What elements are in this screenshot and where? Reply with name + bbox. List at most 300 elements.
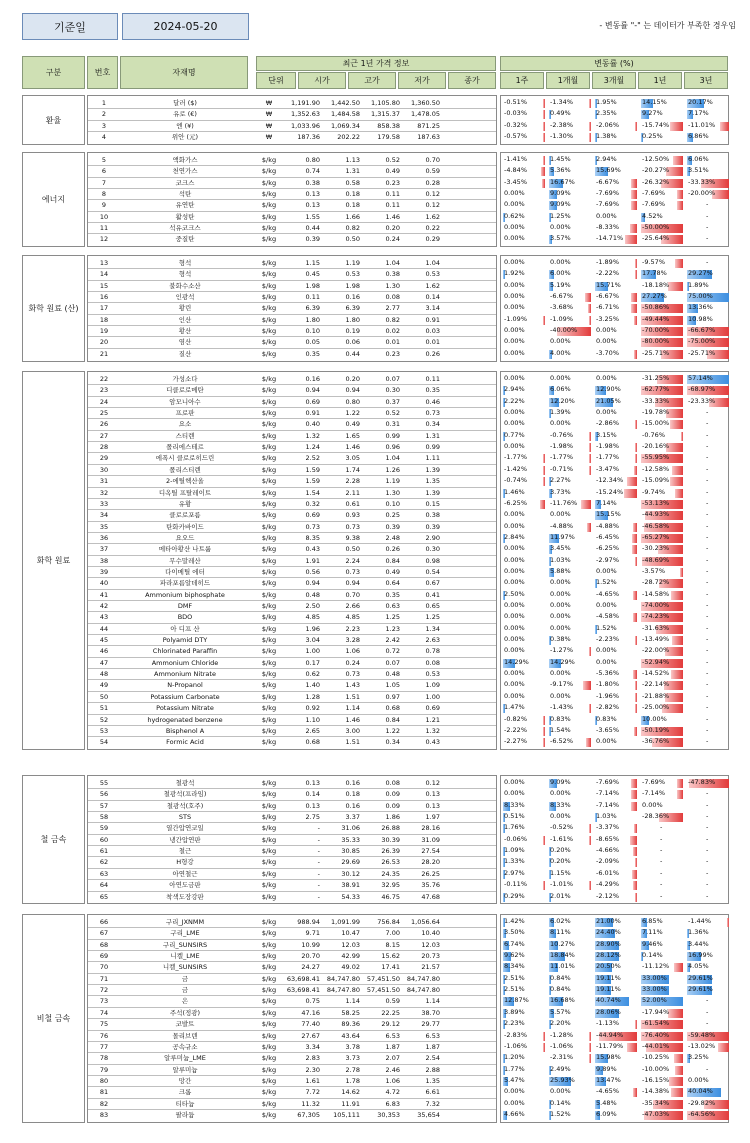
- item-number: 60: [99, 836, 109, 844]
- price-low: 26.88: [381, 824, 400, 832]
- change-1m-value: 3.73%: [550, 488, 571, 496]
- change-1y-cell: [640, 996, 684, 1007]
- change-3m-bar: [634, 466, 637, 475]
- change-1y-bar: [673, 156, 684, 165]
- change-1m-value: 0.00%: [550, 601, 571, 609]
- item-number: 64: [99, 881, 109, 889]
- item-name: Bisphenol A: [165, 727, 205, 735]
- change-3m-cell: [594, 533, 638, 544]
- change-1m-cell: [548, 337, 592, 348]
- change-1y-cell: [640, 442, 684, 453]
- change-3y-value: -: [706, 646, 709, 654]
- item-number: 72: [99, 986, 109, 994]
- price-high: 1,442.50: [331, 99, 360, 107]
- change-1y-bar: [681, 432, 683, 441]
- change-1m-cell: [548, 778, 592, 789]
- change-1y-cell: [640, 646, 684, 657]
- price-close: 0.29: [425, 235, 440, 243]
- item-number: 20: [99, 338, 109, 346]
- change-1y-value: -3.57%: [642, 567, 665, 575]
- item-name: 알루미늄_LME: [164, 1054, 206, 1062]
- item-name: 폴리스티렌: [169, 466, 201, 474]
- change-1m-value: -0.71%: [550, 465, 573, 473]
- group-price-block: [87, 775, 497, 904]
- price-high: 30.85: [341, 847, 360, 855]
- change-1y-value: -70.00%: [642, 326, 670, 334]
- price-low: 2.46: [385, 1066, 400, 1074]
- price-close: 1.39: [425, 466, 440, 474]
- table-row: [88, 703, 498, 714]
- change-3y-cell: [686, 880, 730, 891]
- price-open: 187.36: [297, 133, 320, 141]
- row-divider: [88, 222, 496, 223]
- change-3m-cell: [594, 1076, 638, 1087]
- change-3y-value: -: [706, 510, 709, 518]
- change-1m-bar: [588, 304, 591, 313]
- price-close: 0.53: [425, 670, 440, 678]
- change-3y-value: -: [706, 476, 709, 484]
- table-row: [88, 880, 498, 891]
- change-1w-value: 0.00%: [504, 612, 525, 620]
- price-high: 2.66: [345, 602, 360, 610]
- price-low: 30,353: [377, 1111, 400, 1119]
- price-high: 1.74: [345, 466, 360, 474]
- price-close: 0.43: [425, 738, 440, 746]
- change-3m-cell: [594, 951, 638, 962]
- table-row: [88, 646, 498, 657]
- change-1y-bar: [675, 489, 683, 498]
- change-1w-cell: [502, 590, 546, 601]
- change-1y-value: -12.50%: [642, 155, 670, 163]
- price-open: 2.52: [305, 454, 320, 462]
- change-1m-bar: [589, 824, 591, 833]
- change-1w-value: 0.62%: [504, 212, 525, 220]
- change-1w-value: 12.87%: [504, 996, 529, 1004]
- change-1w-value: 2.84%: [504, 533, 525, 541]
- change-1w-cell: [502, 635, 546, 646]
- change-1w-value: 3.50%: [504, 928, 525, 936]
- change-1y-bar: [668, 1009, 683, 1018]
- price-open: 0.11: [305, 293, 320, 301]
- price-low: 756.84: [377, 918, 400, 926]
- change-3m-value: -2.09%: [596, 857, 619, 865]
- change-3y-value: -: [706, 703, 709, 711]
- price-low: 15.62: [381, 952, 400, 960]
- change-1y-cell: [640, 567, 684, 578]
- change-3m-bar: [635, 443, 637, 452]
- price-high: 1.43: [345, 681, 360, 689]
- price-low: 1,315.37: [371, 110, 400, 118]
- change-3m-value: -2.97%: [596, 556, 619, 564]
- change-1w-bar: [543, 466, 545, 475]
- change-1w-cell: [502, 544, 546, 555]
- change-1m-value: -1.43%: [550, 703, 573, 711]
- change-1m-bar: [581, 500, 591, 509]
- change-3y-cell: [686, 556, 730, 567]
- change-3m-bar: [635, 858, 637, 867]
- change-1y-value: -46.58%: [642, 522, 670, 530]
- change-3y-cell: [686, 234, 730, 245]
- price-open: 3.04: [305, 636, 320, 644]
- change-1w-value: 8.34%: [504, 962, 525, 970]
- row-divider: [88, 800, 496, 801]
- change-3m-value: -6.71%: [596, 303, 619, 311]
- change-3m-value: -7.69%: [596, 200, 619, 208]
- change-1w-cell: [502, 658, 546, 669]
- price-low: 0.35: [385, 591, 400, 599]
- change-1y-cell: [640, 109, 684, 120]
- change-3m-value: -2.82%: [596, 703, 619, 711]
- price-high: 0.73: [345, 670, 360, 678]
- change-3m-value: -2.23%: [596, 635, 619, 643]
- item-name: Ammonium Chloride: [151, 659, 219, 667]
- price-close: 1.32: [425, 727, 440, 735]
- change-1y-value: -35.34%: [642, 1099, 670, 1107]
- item-number: 23: [99, 386, 109, 394]
- change-1w-cell: [502, 121, 546, 132]
- item-unit: $/kg: [261, 802, 277, 810]
- item-unit: $/kg: [261, 1111, 277, 1119]
- price-open: -: [317, 870, 320, 878]
- change-3m-cell: [594, 880, 638, 891]
- row-divider: [88, 268, 496, 269]
- price-low: 17.41: [381, 963, 400, 971]
- price-low: 26.53: [381, 858, 400, 866]
- item-unit: $/kg: [261, 500, 277, 508]
- price-low: 0.68: [385, 704, 400, 712]
- change-3m-cell: [594, 556, 638, 567]
- price-low: 0.31: [385, 420, 400, 428]
- item-unit: $/kg: [261, 636, 277, 644]
- item-unit: $/kg: [261, 557, 277, 565]
- item-number: 54: [99, 738, 109, 746]
- item-name: 질산: [178, 350, 192, 358]
- change-1y-bar: [670, 420, 683, 429]
- price-low: 0.07: [385, 659, 400, 667]
- change-3y-value: -: [706, 789, 709, 797]
- change-1w-cell: [502, 556, 546, 567]
- item-unit: $/kg: [261, 975, 277, 983]
- item-unit: $/kg: [261, 858, 277, 866]
- change-1y-cell: [640, 522, 684, 533]
- change-1w-value: -4.84%: [504, 166, 527, 174]
- change-3m-bar: [635, 270, 637, 279]
- price-high: 9.38: [345, 534, 360, 542]
- change-1m-cell: [548, 488, 592, 499]
- change-1w-cell: [502, 499, 546, 510]
- change-1m-value: 3.57%: [550, 234, 571, 242]
- price-close: 21.57: [421, 963, 440, 971]
- item-name: 아 디프 산: [170, 625, 200, 633]
- change-1y-cell: [640, 281, 684, 292]
- price-close: 1.31: [425, 432, 440, 440]
- change-3y-value: -: [706, 567, 709, 575]
- change-3y-value: -: [706, 533, 709, 541]
- price-close: 0.39: [425, 523, 440, 531]
- change-1y-value: -10.25%: [642, 1053, 670, 1061]
- item-name: 구리_JXNMM: [165, 918, 205, 926]
- change-3m-value: 3.15%: [596, 431, 617, 439]
- change-3m-bar: [633, 591, 637, 600]
- change-1y-bar: [675, 259, 683, 268]
- change-3m-bar: [632, 545, 637, 554]
- change-3m-bar: [635, 693, 637, 702]
- change-3y-cell: [686, 121, 730, 132]
- change-1m-bar: [589, 704, 591, 713]
- item-name: STS: [178, 813, 192, 821]
- change-3y-cell: [686, 823, 730, 834]
- price-low: 1,105.80: [371, 99, 400, 107]
- change-1w-cell: [502, 476, 546, 487]
- change-3m-value: 2.94%: [596, 155, 617, 163]
- change-1w-value: 1.42%: [504, 917, 525, 925]
- change-1m-cell: [548, 892, 592, 903]
- change-3y-value: -: [706, 544, 709, 552]
- change-1y-cell: [640, 385, 684, 396]
- change-1w-cell: [502, 98, 546, 109]
- change-1w-value: 0.00%: [504, 669, 525, 677]
- change-1y-value: 4.52%: [642, 212, 663, 220]
- change-3m-value: 28.06%: [596, 1008, 621, 1016]
- row-divider: [88, 811, 496, 812]
- price-open: 0.13: [305, 802, 320, 810]
- price-close: 0.26: [425, 350, 440, 358]
- change-1y-bar: [671, 1088, 683, 1097]
- change-1y-value: -20.27%: [642, 166, 670, 174]
- change-3m-cell: [594, 1110, 638, 1121]
- item-name: Polyamid DTY: [162, 636, 208, 644]
- change-1m-cell: [548, 385, 592, 396]
- row-divider: [88, 788, 496, 789]
- price-low: 1.46: [385, 213, 400, 221]
- change-1w-cell: [502, 1065, 546, 1076]
- change-3y-value: -: [706, 715, 709, 723]
- change-1y-cell: [640, 292, 684, 303]
- row-divider: [88, 668, 496, 669]
- change-3m-bar: [631, 779, 637, 788]
- change-3m-value: -4.58%: [596, 612, 619, 620]
- group-change-block: [500, 152, 729, 247]
- price-low: 26.39: [381, 847, 400, 855]
- change-1y-cell: [640, 166, 684, 177]
- change-1m-value: -1.34%: [550, 98, 573, 106]
- change-3y-cell: [686, 726, 730, 737]
- change-1m-cell: [548, 715, 592, 726]
- change-1w-cell: [502, 408, 546, 419]
- item-number: 79: [99, 1066, 109, 1074]
- change-1w-cell: [502, 465, 546, 476]
- change-1w-value: 3.89%: [504, 1008, 525, 1016]
- change-1y-value: -20.16%: [642, 442, 670, 450]
- group-label: 화학 원료: [22, 371, 85, 750]
- change-3m-cell: [594, 578, 638, 589]
- change-1w-bar: [543, 110, 545, 119]
- change-3m-bar: [635, 420, 637, 429]
- change-1m-value: -40.00%: [550, 326, 578, 334]
- change-3m-bar: [635, 704, 637, 713]
- price-open: 6.39: [305, 304, 320, 312]
- change-3m-cell: [594, 408, 638, 419]
- change-1w-value: 0.00%: [504, 789, 525, 797]
- change-1w-cell: [502, 258, 546, 269]
- change-1w-value: 0.00%: [504, 1099, 525, 1107]
- change-1m-cell: [548, 315, 592, 326]
- change-3m-cell: [594, 669, 638, 680]
- price-close: 6.61: [425, 1088, 440, 1096]
- price-open: 0.80: [305, 156, 320, 164]
- row-divider: [88, 211, 496, 212]
- change-3y-value: -33.33%: [688, 178, 716, 186]
- price-close: 0.38: [425, 511, 440, 519]
- change-1y-cell: [640, 778, 684, 789]
- change-3m-value: -3.65%: [596, 726, 619, 734]
- price-low: 1.26: [385, 466, 400, 474]
- change-1m-value: -1.98%: [550, 442, 573, 450]
- change-3y-bar: [727, 918, 729, 927]
- change-1m-cell: [548, 499, 592, 510]
- change-1m-cell: [548, 703, 592, 714]
- change-1y-bar: [680, 568, 683, 577]
- price-low: 0.84: [385, 716, 400, 724]
- table-row: [88, 612, 498, 623]
- change-1y-value: -28.72%: [642, 578, 670, 586]
- item-number: 26: [99, 420, 109, 428]
- change-3m-bar: [635, 454, 637, 463]
- item-number: 36: [99, 534, 109, 542]
- change-1w-value: 1.20%: [504, 1053, 525, 1061]
- change-1y-value: -9.57%: [642, 258, 665, 266]
- col-no-header: 번호: [87, 56, 118, 89]
- change-3y-value: -: [706, 212, 709, 220]
- change-3m-value: -6.25%: [596, 544, 619, 552]
- change-1y-value: -19.78%: [642, 408, 670, 416]
- change-1w-value: -0.57%: [504, 132, 527, 140]
- row-divider: [88, 834, 496, 835]
- change-3m-bar: [634, 824, 637, 833]
- price-open: 1.24: [305, 443, 320, 451]
- change-1w-value: 2.51%: [504, 985, 525, 993]
- change-1m-value: -9.17%: [550, 680, 573, 688]
- item-name: 몰리브덴: [172, 1032, 198, 1040]
- change-3y-cell: [686, 658, 730, 669]
- change-1w-cell: [502, 1008, 546, 1019]
- change-3y-value: -1.44%: [688, 917, 711, 925]
- change-1y-cell: [640, 869, 684, 880]
- item-unit: $/kg: [261, 716, 277, 724]
- change-3m-bar: [631, 293, 637, 302]
- change-3m-value: -7.69%: [596, 778, 619, 786]
- change-1w-value: -1.41%: [504, 155, 527, 163]
- price-high: 1.51: [345, 738, 360, 746]
- change-1y-cell: [640, 715, 684, 726]
- change-1w-cell: [502, 974, 546, 985]
- row-divider: [88, 939, 496, 940]
- row-divider: [88, 509, 496, 510]
- change-1w-value: -1.06%: [504, 1042, 527, 1050]
- price-close: 1,360.50: [411, 99, 440, 107]
- change-3y-value: 3.51%: [688, 166, 709, 174]
- change-1m-bar: [589, 647, 591, 656]
- item-name: 구리_SUNSIRS: [162, 941, 208, 949]
- change-1m-value: 1.54%: [550, 726, 571, 734]
- price-low: 1.04: [385, 454, 400, 462]
- price-open: 0.48: [305, 591, 320, 599]
- change-3m-cell: [594, 940, 638, 951]
- price-high: 3.00: [345, 727, 360, 735]
- change-3y-cell: [686, 522, 730, 533]
- price-open: 0.05: [305, 338, 320, 346]
- change-1y-value: -: [660, 846, 663, 854]
- change-1w-value: 0.00%: [504, 349, 525, 357]
- item-number: 47: [99, 659, 109, 667]
- change-1m-cell: [548, 1110, 592, 1121]
- change-1m-cell: [548, 132, 592, 143]
- price-close: 28.16: [421, 824, 440, 832]
- price-open: 0.39: [305, 235, 320, 243]
- change-3m-value: -1.77%: [596, 453, 619, 461]
- change-3m-cell: [594, 680, 638, 691]
- change-1m-cell: [548, 155, 592, 166]
- price-high: 1.19: [345, 259, 360, 267]
- price-high: 1.46: [345, 443, 360, 451]
- change-1w-value: 0.00%: [504, 556, 525, 564]
- change-3y-cell: [686, 646, 730, 657]
- price-close: 0.91: [425, 316, 440, 324]
- price-high: 1,069.34: [331, 122, 360, 130]
- change-3y-cell: [686, 1099, 730, 1110]
- price-close: 0.59: [425, 167, 440, 175]
- change-1m-value: 0.20%: [550, 857, 571, 865]
- change-3m-cell: [594, 303, 638, 314]
- price-low: 0.09: [385, 802, 400, 810]
- change-1w-value: 0.29%: [504, 892, 525, 900]
- price-high: 0.94: [345, 579, 360, 587]
- change-1m-cell: [548, 917, 592, 928]
- change-1m-bar: [589, 454, 591, 463]
- item-name: 유로 (€): [173, 110, 197, 118]
- item-name: 천연가스: [172, 167, 198, 175]
- change-3m-bar: [635, 122, 637, 131]
- change-3m-bar: [630, 836, 637, 845]
- change-3m-value: -8.33%: [596, 223, 619, 231]
- price-high: 42.99: [341, 952, 360, 960]
- table-row: [88, 996, 498, 1007]
- change-1w-bar: [543, 454, 545, 463]
- change-3y-cell: [686, 315, 730, 326]
- change-1y-value: -25.00%: [642, 703, 670, 711]
- change-1w-bar: [543, 133, 545, 142]
- item-number: 49: [99, 681, 109, 689]
- change-3m-value: 0.00%: [596, 374, 617, 382]
- change-3m-cell: [594, 692, 638, 703]
- change-1w-value: 0.00%: [504, 578, 525, 586]
- price-close: 0.11: [425, 375, 440, 383]
- change-3y-value: -: [706, 680, 709, 688]
- item-number: 66: [99, 918, 109, 926]
- change-1m-value: 0.00%: [550, 510, 571, 518]
- table-row: [88, 269, 498, 280]
- item-unit: $/kg: [261, 727, 277, 735]
- row-divider: [88, 487, 496, 488]
- row-divider: [88, 1064, 496, 1065]
- price-high: 3.37: [345, 813, 360, 821]
- item-number: 50: [99, 693, 109, 701]
- price-close: 84,747.80: [406, 986, 440, 994]
- item-unit: ₩: [265, 133, 273, 141]
- price-high: 105,111: [333, 1111, 360, 1119]
- change-1m-value: 5.19%: [550, 281, 571, 289]
- price-high: 0.53: [345, 270, 360, 278]
